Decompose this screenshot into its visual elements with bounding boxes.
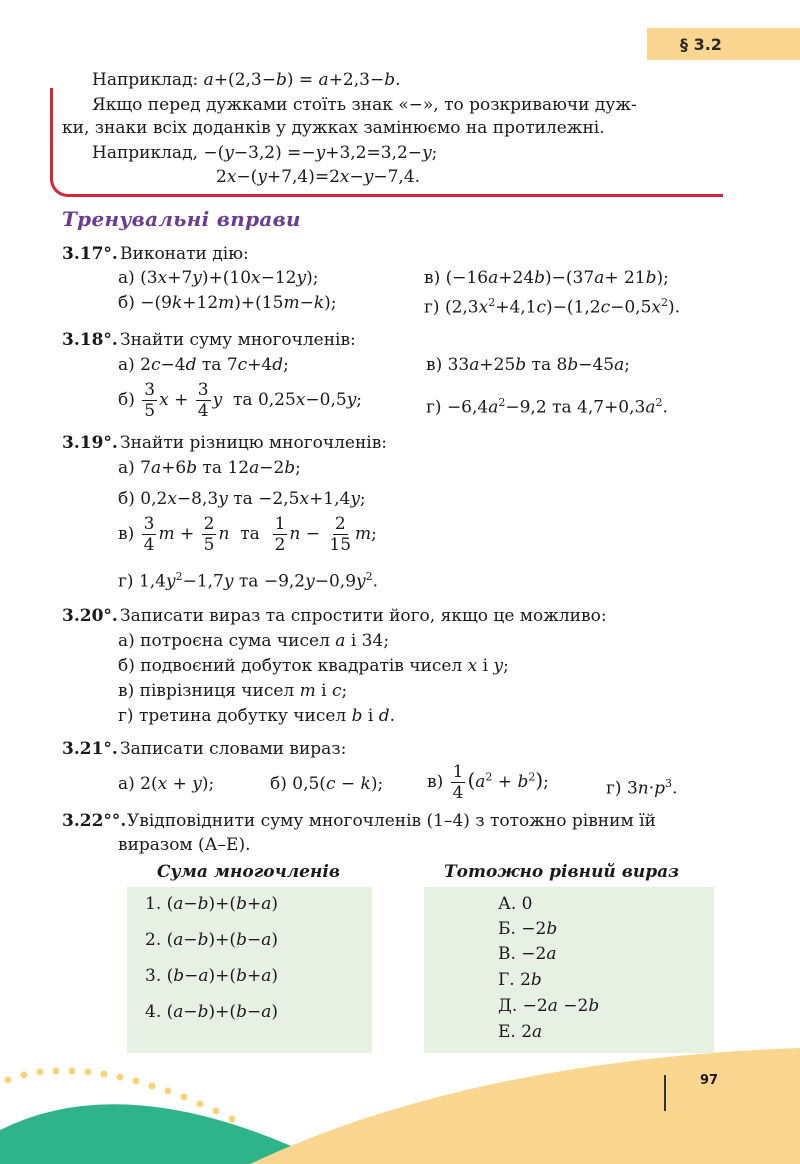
exercise-item: а) 2(x + y); bbox=[118, 774, 215, 794]
page-number: 97 bbox=[700, 1073, 719, 1088]
exercise-title: Виконати дію: bbox=[120, 244, 249, 264]
left-item: 1. (a−b)+(b+a) bbox=[145, 894, 278, 914]
right-item: А. 0 bbox=[498, 894, 533, 914]
exercise-item: б) −(9k+12m)+(15m−k); bbox=[118, 293, 337, 313]
right-item: В. −2a bbox=[498, 944, 557, 964]
exercise-item: б) $\frac{3}{5}$ x + $\frac{3}{4}$ y та 0,25x−0,5y; bbox=[118, 380, 363, 421]
exercise-title: Знайти суму многочленів: bbox=[120, 330, 356, 350]
right-item: Е. 2a bbox=[498, 1022, 543, 1042]
exercise-item: $г) -6,4a^2-9,2$ та $4,7+0,3a^2$. bbox=[426, 396, 668, 418]
exercise-title: Записати словами вираз: bbox=[120, 739, 347, 759]
right-item: Б. −2b bbox=[498, 919, 558, 939]
table-header-right: Тотожно рівний вираз bbox=[444, 862, 679, 882]
exercise-item: г) $3n\cdot p^3$. bbox=[606, 777, 678, 799]
exercise-number: 3.17°. bbox=[62, 244, 118, 264]
exercise-item: в) (−16a+24b)−(37a+ 21b); bbox=[424, 268, 669, 288]
right-item: Г. 2b bbox=[498, 970, 542, 990]
exercise-number: 3.21°. bbox=[62, 739, 118, 759]
exercise-item: в) 33a+25b та 8b−45a; bbox=[426, 355, 630, 375]
exercise-item: а) потроєна сума чисел a і 34; bbox=[118, 631, 390, 651]
exercise-number: 3.18°. bbox=[62, 330, 118, 350]
exercise-item: в) $\frac{1}{4}$ $(a^2 + b^2)$; bbox=[427, 762, 549, 803]
table-header-left: Сума многочленів bbox=[157, 862, 341, 882]
section-heading: Тренувальні вправи bbox=[62, 207, 301, 231]
exercise-title-line-2: виразом (А–Е). bbox=[118, 835, 251, 855]
rule-example-2: Наприклад, −(y−3,2) =−y+3,2=3,2−y; bbox=[92, 143, 438, 163]
exercise-item: г) третина добутку чисел b і d. bbox=[118, 706, 396, 726]
left-item: 2. (a−b)+(b−a) bbox=[145, 930, 278, 950]
exercise-number: 3.22°°. bbox=[62, 811, 127, 831]
rule-line-1: Якщо перед дужками стоїть знак «−», то розкриваючи дуж- bbox=[92, 95, 637, 115]
exercise-item: б) 0,2x−8,3y та −2,5x+1,4y; bbox=[118, 489, 366, 509]
exercise-item: в) піврізниця чисел m і c; bbox=[118, 681, 348, 701]
exercise-item: в) $\frac{3}{4}$ m + $\frac{2}{5}$ n та $\frac{1}{2}$ n − $\frac{2}{15}$ m; bbox=[118, 514, 377, 555]
rule-example-3: 2x−(y+7,4)=2x−y−7,4. bbox=[216, 167, 421, 187]
exercise-title: Знайти різницю многочленів: bbox=[120, 433, 388, 453]
page-number-divider bbox=[664, 1075, 666, 1111]
exercise-item: б) 0,5(c − k); bbox=[270, 774, 384, 794]
exercise-item: г) $1,4y^2-1,7y$ та $-9,2y-0,9y^2$. bbox=[118, 570, 379, 592]
rule-example-1: Наприклад: a+(2,3−b) = a+2,3−b. bbox=[92, 70, 401, 90]
exercise-item: а) 7a+6b та 12a−2b; bbox=[118, 458, 301, 478]
section-badge: § 3.2 bbox=[647, 28, 800, 60]
exercise-number: 3.20°. bbox=[62, 606, 118, 626]
exercise-item: а) 2c−4d та 7c+4d; bbox=[118, 355, 289, 375]
exercise-item: а) (3x+7y)+(10x−12y); bbox=[118, 268, 319, 288]
left-item: 4. (a−b)+(b−a) bbox=[145, 1002, 278, 1022]
exercise-item: г) $(2,3x^2+4,1c)-(1,2c-0,5x^2)$. bbox=[424, 296, 681, 318]
page-decoration bbox=[0, 1020, 800, 1164]
right-item: Д. −2a −2b bbox=[498, 996, 600, 1016]
exercise-number: 3.19°. bbox=[62, 433, 118, 453]
exercise-title: Записати вираз та спростити його, якщо це можливо: bbox=[120, 606, 607, 626]
rule-line-2: ки, знаки всіх доданків у дужках замінюємо на протилежні. bbox=[62, 118, 605, 138]
exercise-title-line-1: Увідповіднити суму многочленів (1–4) з тотожно рівним їй bbox=[127, 811, 656, 831]
left-item: 3. (b−a)+(b+a) bbox=[145, 966, 278, 986]
exercise-item: б) подвоєний добуток квадратів чисел x і y; bbox=[118, 656, 509, 676]
